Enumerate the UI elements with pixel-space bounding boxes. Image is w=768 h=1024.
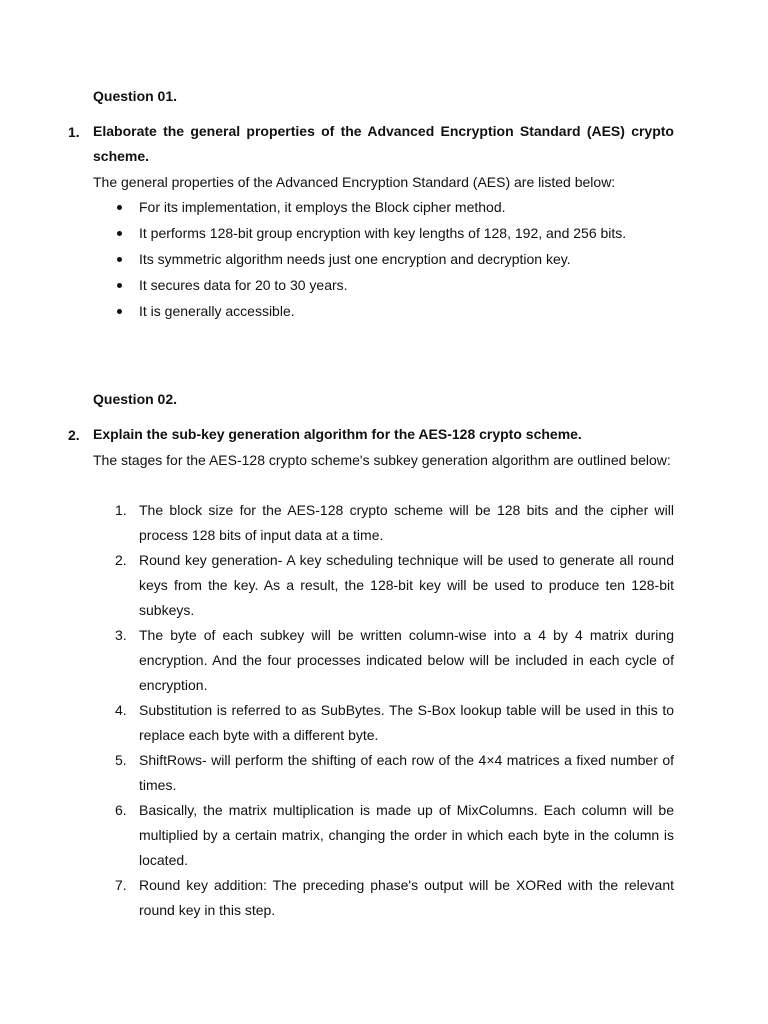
- question-2-number: 2.: [68, 427, 80, 443]
- list-item: It is generally accessible.: [93, 299, 674, 324]
- bullet-icon: [117, 231, 122, 236]
- list-item: 7. Round key addition: The preceding phase's output will be XORed with the relevant round key in this step.: [115, 877, 674, 918]
- question-1-heading: Question 01.: [93, 88, 178, 104]
- question-1-intro: The general properties of the Advanced Encryption Standard (AES) are listed below:: [93, 174, 616, 190]
- list-item: It secures data for 20 to 30 years.: [93, 273, 674, 298]
- list-item: 6. Basically, the matrix multiplication is made up of MixColumns. Each column will be multiplied by a certain matrix, changing the order in which each byte in the column is located.: [115, 802, 674, 868]
- question-2-heading: Question 02.: [93, 391, 178, 407]
- bullet-icon: [117, 309, 122, 314]
- question-2-title: Explain the sub-key generation algorithm for the AES-128 crypto scheme.: [93, 426, 582, 442]
- question-1-bullet-list: [93, 195, 674, 325]
- bullet-icon: [117, 257, 122, 262]
- list-item: 1. The block size for the AES-128 crypto scheme will be 128 bits and the cipher will process 128 bits of input data at a time.: [115, 502, 674, 543]
- list-item: Its symmetric algorithm needs just one encryption and decryption key.: [93, 247, 674, 272]
- list-item: 3. The byte of each subkey will be written column-wise into a 4 by 4 matrix during encryption. And the four processes indicated below will be included in each cycle of encryption.: [115, 627, 674, 693]
- question-2-step-list: [93, 498, 674, 923]
- question-1-title: Elaborate the general properties of the Advanced Encryption Standard (AES) crypto scheme.: [93, 123, 674, 164]
- list-item: It performs 128-bit group encryption with key lengths of 128, 192, and 256 bits.: [93, 221, 674, 246]
- question-1-number: 1.: [68, 124, 80, 140]
- list-item: 4. Substitution is referred to as SubBytes. The S-Box lookup table will be used in this to replace each byte with a different byte.: [115, 702, 674, 743]
- list-item: 5. ShiftRows- will perform the shifting of each row of the 4×4 matrices a fixed number of times.: [115, 752, 674, 793]
- list-item: For its implementation, it employs the Block cipher method.: [93, 195, 674, 220]
- bullet-icon: [117, 283, 122, 288]
- question-2-intro: The stages for the AES-128 crypto scheme's subkey generation algorithm are outlined below:: [93, 452, 671, 468]
- bullet-icon: [117, 205, 122, 210]
- list-item: 2. Round key generation- A key scheduling technique will be used to generate all round keys from the key. As a result, the 128-bit key will be used to produce ten 128-bit subkeys.: [115, 552, 674, 618]
